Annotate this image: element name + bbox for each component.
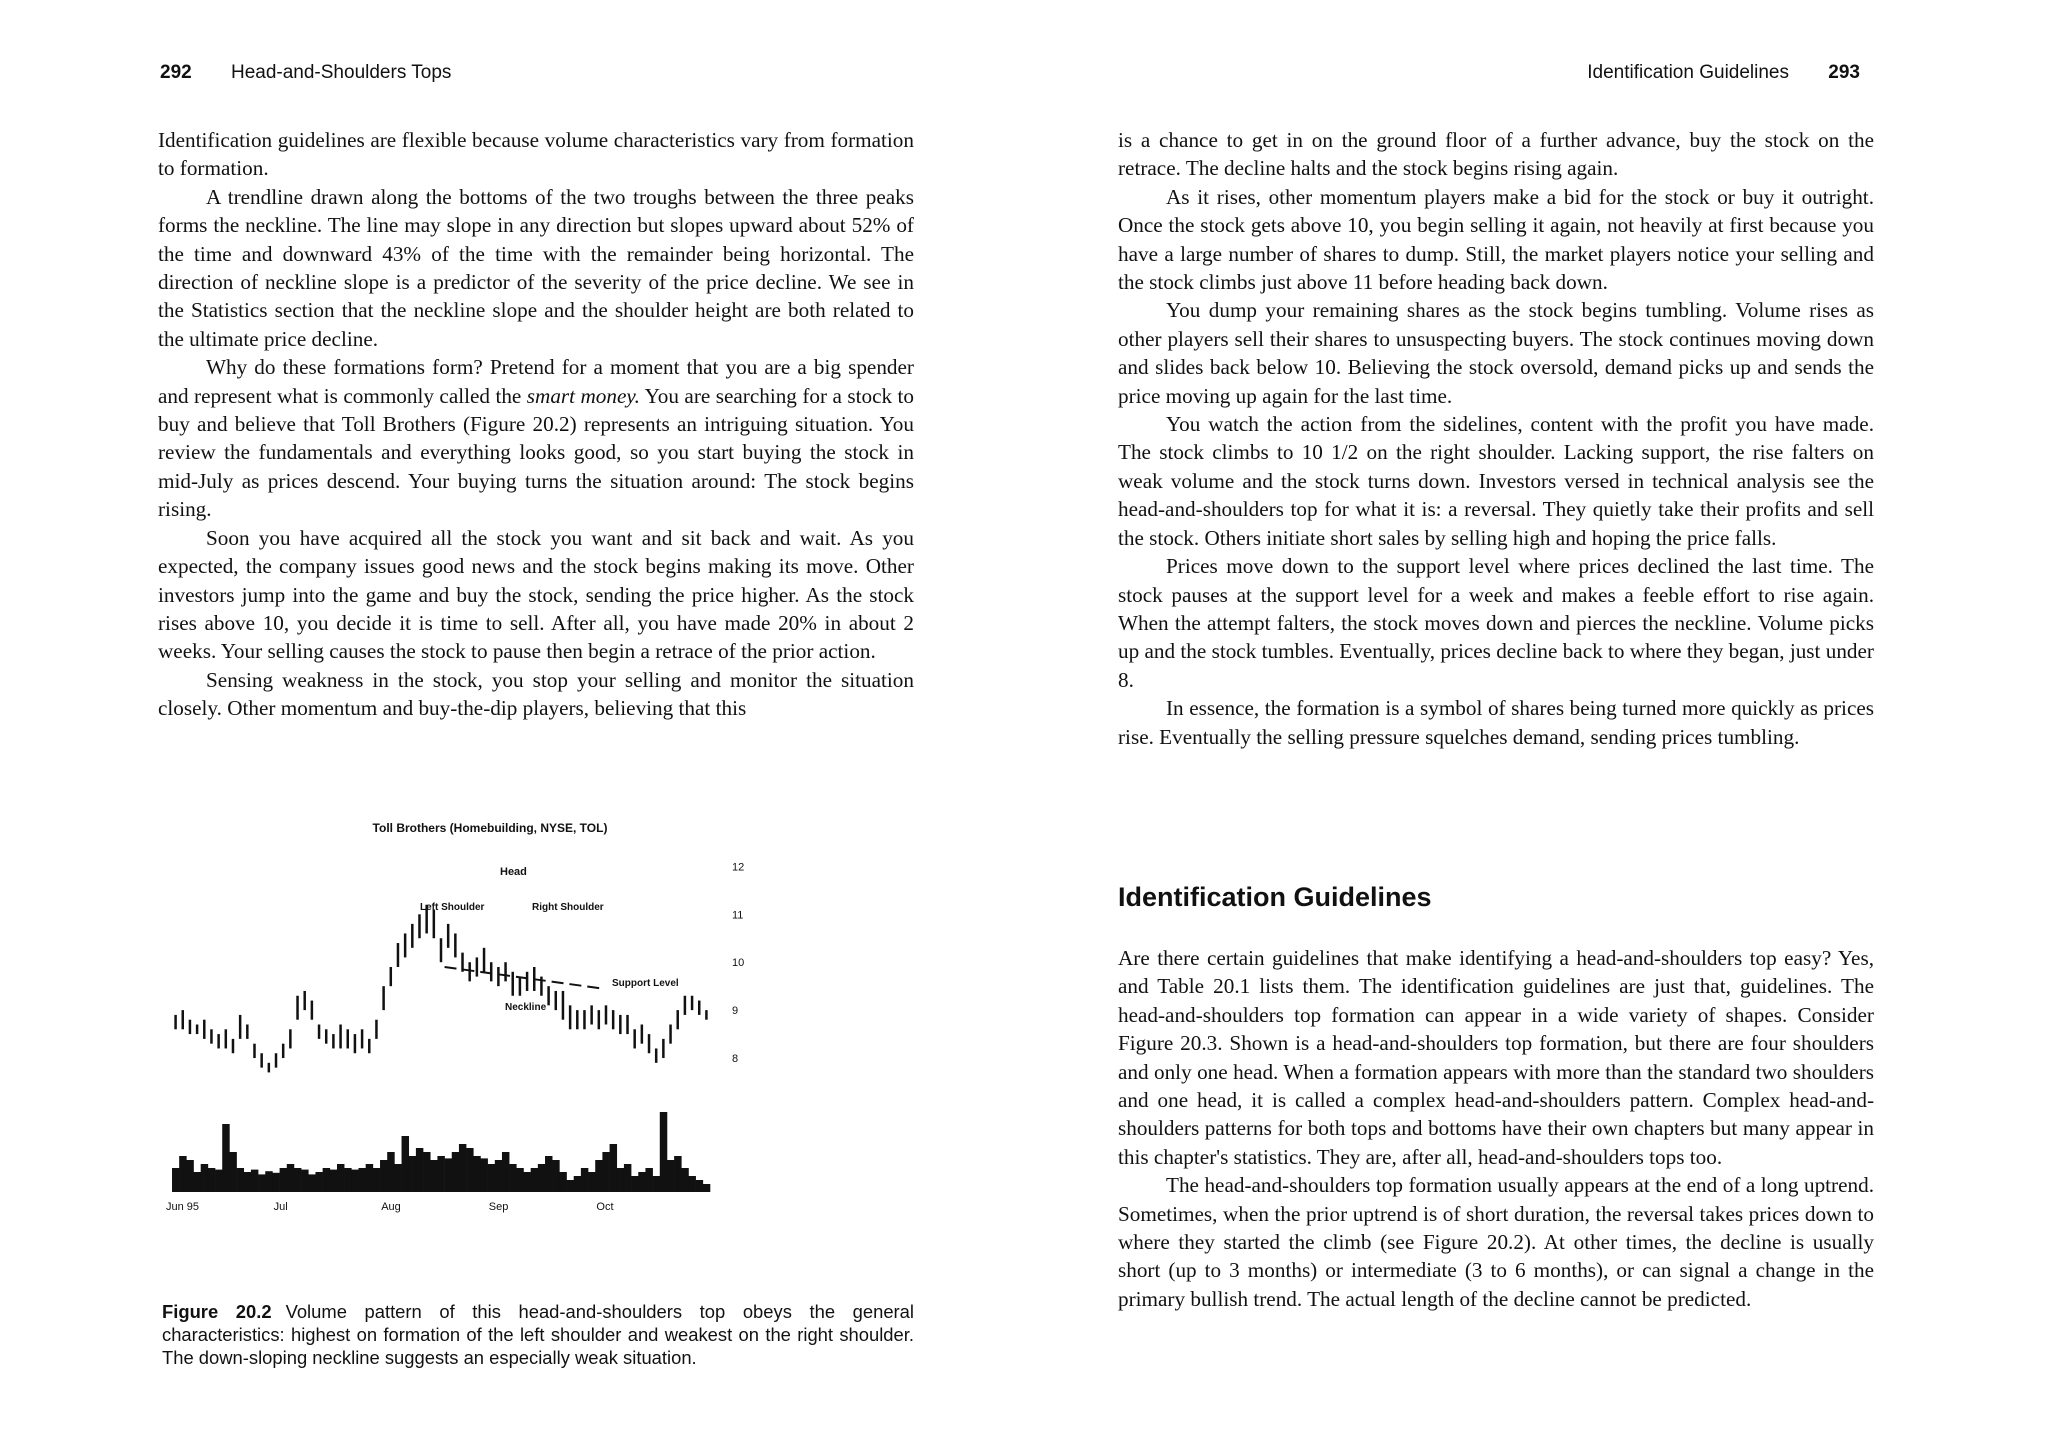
volume-bar bbox=[445, 1158, 452, 1192]
volume-bar bbox=[351, 1170, 358, 1192]
volume-bar bbox=[645, 1168, 652, 1192]
volume-bar bbox=[437, 1156, 444, 1192]
volume-bar bbox=[201, 1164, 208, 1192]
volume-bars bbox=[172, 1112, 710, 1192]
volume-bar bbox=[523, 1172, 530, 1192]
volume-bar bbox=[287, 1164, 294, 1192]
paragraph: Are there certain guidelines that make identifying a head-and-shoulders top easy? Yes, and Table 20.1 lists them. The identification guidelines are just that, guidelines. The head-and-shoulders top formation can appear in a wide variety of shapes. Consider Figure 20.3. Shown is a head-and-shoulders top formation, but there are four shoulders and only one head. When a formation appears with more than the standard two shoulders and one head, it is called a complex head-and-shoulders pattern. Complex head-and-shoulders patterns for both tops and bottoms have their own chapters but many appear in this chapter's statistics. They are, after all, head-and-shoulders tops too. bbox=[1118, 946, 1874, 1169]
running-head-title-right: Identification Guidelines bbox=[1587, 62, 1790, 83]
volume-bar bbox=[244, 1172, 251, 1192]
label-neckline: Neckline bbox=[505, 1002, 547, 1013]
running-head-title-left: Head-and-Shoulders Tops bbox=[230, 62, 452, 83]
volume-bar bbox=[179, 1156, 186, 1192]
caption-text: Volume pattern of this head-and-shoulders top obeys the general characteristics: highest on formation of the left shoulder and weakest on the right shoulder. The down-sloping neckline suggests an especially weak situation. bbox=[162, 1301, 914, 1368]
x-tick-label: Aug bbox=[381, 1201, 401, 1213]
volume-bar bbox=[272, 1173, 279, 1192]
volume-bar bbox=[588, 1172, 595, 1192]
figure-20-2-chart bbox=[160, 812, 920, 1272]
volume-bar bbox=[688, 1176, 695, 1192]
paragraph-text: Why do these formations form? Pretend for a moment that you are a big spender and represent what is commonly called the bbox=[158, 355, 914, 408]
paragraph: The head-and-shoulders top formation usually appears at the end of a long uptrend. Sometimes, when the prior uptrend is of short duration, the reversal takes prices down to where they started the climb (see Figure 20.2). At other times, the decline is usually short (up to 3 months) or intermediate (3 to 6 months), or can signal a change in the primary bullish trend. The actual length of the decline cannot be predicted. bbox=[1118, 1173, 1874, 1311]
volume-bar bbox=[681, 1168, 688, 1192]
running-head-right bbox=[1024, 62, 1860, 84]
volume-bar bbox=[452, 1152, 459, 1192]
volume-bar bbox=[280, 1168, 287, 1192]
paragraph: Prices move down to the support level where prices declined the last time. The stock pauses at the support level for a week and makes a feeble effort to rise again. When the attempt falters, the stock moves down and pierces the neckline. Volume picks up and the stock tumbles. Eventually, prices decline back to where they began, just under 8. bbox=[1118, 554, 1874, 692]
x-axis-ticks bbox=[166, 1201, 614, 1213]
volume-bar bbox=[473, 1156, 480, 1192]
volume-bar bbox=[344, 1168, 351, 1192]
volume-bar bbox=[459, 1144, 466, 1192]
volume-bar bbox=[516, 1168, 523, 1192]
left-body-text bbox=[158, 126, 914, 723]
volume-bar bbox=[567, 1180, 574, 1192]
volume-bar bbox=[509, 1164, 516, 1192]
volume-bar bbox=[638, 1172, 645, 1192]
volume-bar bbox=[631, 1176, 638, 1192]
label-right-shoulder: Right Shoulder bbox=[532, 902, 604, 913]
volume-bar bbox=[315, 1172, 322, 1192]
volume-bar bbox=[423, 1152, 430, 1192]
volume-bar bbox=[359, 1168, 366, 1192]
y-tick-label: 12 bbox=[732, 861, 745, 874]
page-number-right: 293 bbox=[1828, 62, 1860, 83]
right-page bbox=[1024, 0, 2048, 1447]
paragraph: Identification guidelines are flexible because volume characteristics vary from formation to formation. bbox=[158, 128, 914, 181]
volume-bar bbox=[617, 1168, 624, 1192]
paragraph: You dump your remaining shares as the stock begins tumbling. Volume rises as other players sell their shares to unsuspecting buyers. The stock continues moving down and slides back below 10. Believing the stock oversold, demand picks up and sends the price moving up again for the last time. bbox=[1118, 298, 1874, 408]
volume-bar bbox=[265, 1171, 272, 1192]
volume-bar bbox=[402, 1136, 409, 1192]
paragraph bbox=[158, 353, 914, 523]
right-body-text bbox=[1118, 126, 1874, 751]
neckline-line bbox=[445, 967, 603, 989]
label-left-shoulder: Left Shoulder bbox=[420, 902, 485, 913]
volume-bar bbox=[186, 1160, 193, 1192]
figure-caption bbox=[162, 1300, 914, 1369]
volume-bar bbox=[366, 1164, 373, 1192]
volume-bar bbox=[696, 1180, 703, 1192]
volume-bar bbox=[574, 1176, 581, 1192]
volume-bar bbox=[194, 1172, 201, 1192]
paragraph: Soon you have acquired all the stock you want and sit back and wait. As you expected, the company issues good news and the stock begins making its move. Other investors jump into the game and buy the stock, sending the price higher. As the stock rises above 10, you decide it is time to sell. After all, you have made 20% in about 2 weeks. Your selling causes the stock to pause then begin a retrace of the prior action. bbox=[158, 525, 914, 664]
volume-bar bbox=[308, 1174, 315, 1192]
paragraph: As it rises, other momentum players make a bid for the stock or buy it outright. Once the stock gets above 10, you begin selling it again, not heavily at first because you have a large number of shares to dump. Still, the market players notice your selling and the stock climbs just above 11 before heading back down. bbox=[1118, 184, 1874, 295]
emphasis-smart-money: smart money. bbox=[526, 383, 640, 408]
volume-bar bbox=[258, 1174, 265, 1192]
volume-bar bbox=[251, 1170, 258, 1192]
volume-bar bbox=[552, 1160, 559, 1192]
x-tick-label: Sep bbox=[488, 1201, 509, 1213]
volume-bar bbox=[337, 1164, 344, 1192]
volume-bar bbox=[581, 1168, 588, 1192]
chart-title: Toll Brothers (Homebuilding, NYSE, TOL) bbox=[372, 821, 608, 835]
paragraph: A trendline drawn along the bottoms of the two troughs between the three peaks forms the neckline. The line may slope in any direction but slopes upward about 52% of the time and downward 43% of the time with the remainder being horizontal. The direction of neckline slope is a predictor of the severity of the price decline. We see in the Statistics section that the neckline slope and the shoulder height are both related to the ultimate price decline. bbox=[158, 184, 914, 351]
volume-bar bbox=[602, 1152, 609, 1192]
page-number-left: 292 bbox=[160, 62, 192, 83]
volume-bar bbox=[488, 1164, 495, 1192]
volume-bar bbox=[703, 1184, 710, 1192]
caption-label: Figure 20.2 bbox=[162, 1301, 272, 1322]
volume-bar bbox=[323, 1168, 330, 1192]
section-heading: Identification Guidelines bbox=[1118, 882, 1432, 912]
y-axis-ticks bbox=[732, 861, 744, 1065]
paragraph-text: You are searching for a stock to buy and believe that Toll Brothers (Figure 20.2) represents an intriguing situation. You review the fundamentals and everything looks good, so you start buying the stock in mid-July as prices descend. Your buying turns the situation around: The stock begins rising. bbox=[158, 383, 915, 522]
volume-bar bbox=[380, 1160, 387, 1192]
volume-bar bbox=[387, 1152, 394, 1192]
volume-bar bbox=[538, 1164, 545, 1192]
volume-bar bbox=[531, 1168, 538, 1192]
paragraph: is a chance to get in on the ground floor of a further advance, buy the stock on the retrace. The decline halts and the stock begins rising again. bbox=[1118, 128, 1874, 181]
volume-bar bbox=[229, 1152, 236, 1192]
volume-bar bbox=[595, 1160, 602, 1192]
x-tick-label: Oct bbox=[596, 1201, 614, 1213]
volume-bar bbox=[559, 1172, 566, 1192]
label-head: Head bbox=[500, 866, 527, 878]
y-tick-label: 10 bbox=[732, 957, 745, 970]
volume-bar bbox=[653, 1176, 660, 1192]
volume-bar bbox=[416, 1148, 423, 1192]
volume-bar bbox=[502, 1152, 509, 1192]
running-head-left bbox=[160, 62, 960, 84]
paragraph: You watch the action from the sidelines, content with the profit you have made. The stock climbs to 10 1/2 on the right shoulder. Lacking support, the rise falters on weak volume and the stock turns down. Investors versed in technical analysis see the head-and-shoulders top for what it is: a reversal. They quietly take their profits and sell the stock. Others initiate short sales by selling high and hoping the price falls. bbox=[1118, 412, 1874, 550]
section-body-text bbox=[1118, 944, 1874, 1313]
paragraph: In essence, the formation is a symbol of shares being turned more quickly as prices rise. Eventually the selling pressure squelches demand, sending prices tumbling. bbox=[1118, 696, 1874, 749]
label-support-level: Support Level bbox=[612, 978, 679, 989]
volume-bar bbox=[674, 1156, 681, 1192]
volume-bar bbox=[294, 1168, 301, 1192]
volume-bar bbox=[430, 1160, 437, 1192]
volume-bar bbox=[172, 1168, 179, 1192]
y-tick-label: 8 bbox=[732, 1053, 739, 1066]
volume-bar bbox=[624, 1164, 631, 1192]
volume-bar bbox=[301, 1170, 308, 1192]
volume-bar bbox=[667, 1160, 674, 1192]
paragraph: Sensing weakness in the stock, you stop your selling and monitor the situation closely. Other momentum and buy-the-dip players, believing that this bbox=[158, 667, 914, 721]
volume-bar bbox=[409, 1156, 416, 1192]
y-tick-label: 9 bbox=[732, 1005, 739, 1018]
x-tick-label: Jun 95 bbox=[166, 1201, 200, 1213]
y-tick-label: 11 bbox=[732, 909, 744, 922]
volume-bar bbox=[373, 1168, 380, 1192]
volume-bar bbox=[610, 1144, 617, 1192]
volume-bar bbox=[466, 1148, 473, 1192]
volume-bar bbox=[660, 1112, 667, 1192]
volume-bar bbox=[545, 1156, 552, 1192]
volume-bar bbox=[208, 1168, 215, 1192]
volume-bar bbox=[215, 1170, 222, 1192]
volume-bar bbox=[237, 1168, 244, 1192]
x-tick-label: Jul bbox=[273, 1201, 288, 1213]
volume-bar bbox=[222, 1124, 229, 1192]
volume-bar bbox=[495, 1160, 502, 1192]
volume-bar bbox=[394, 1164, 401, 1192]
volume-bar bbox=[480, 1158, 487, 1192]
volume-bar bbox=[330, 1170, 337, 1192]
